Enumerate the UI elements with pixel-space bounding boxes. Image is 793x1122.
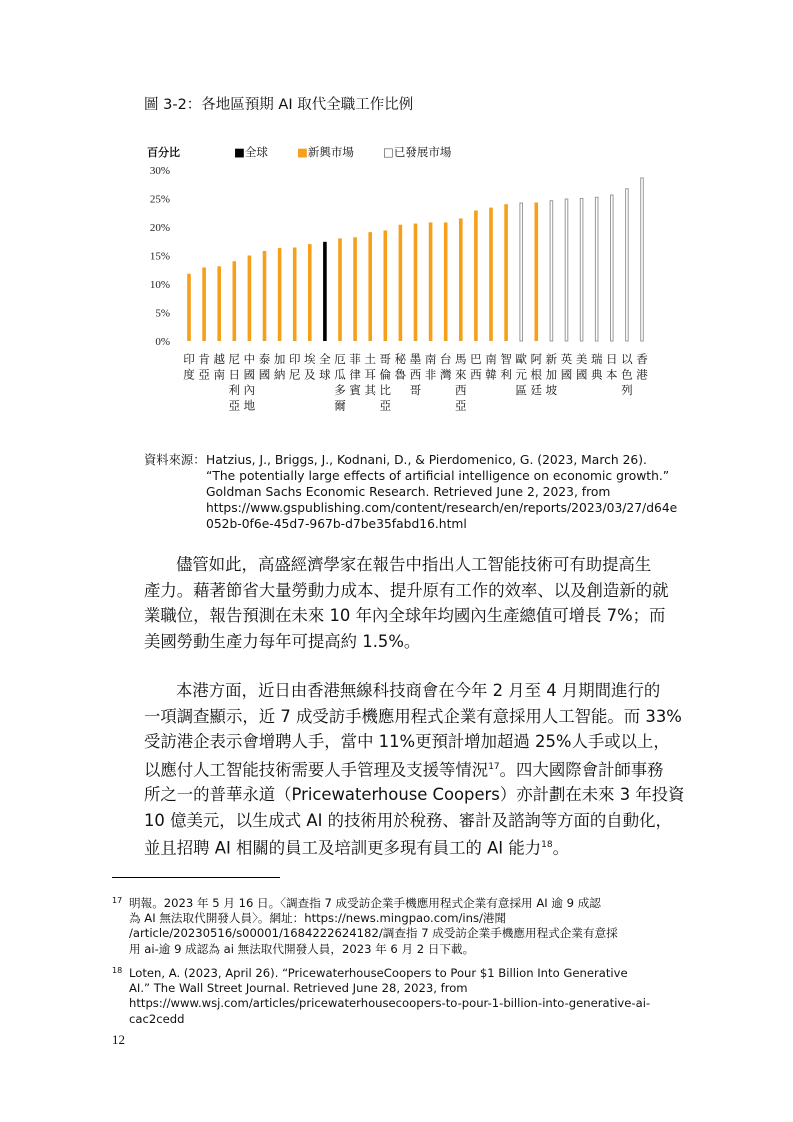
- paragraph-text: 以應付人工智能技術需要人手管理及支援等情況: [144, 759, 489, 779]
- y-tick-label: 0%: [155, 336, 170, 348]
- y-tick-label: 20%: [149, 222, 170, 234]
- bar: [580, 198, 583, 341]
- x-tick-label: 印: [288, 352, 301, 366]
- footnote-number: 17: [112, 896, 123, 905]
- x-tick-label: 肯: [198, 352, 210, 366]
- x-tick-label: 廷: [530, 383, 543, 397]
- bar: [399, 225, 403, 341]
- x-tick-label: 度: [183, 367, 195, 382]
- x-tick-label: 國: [258, 367, 271, 382]
- footnote-18: [112, 966, 672, 1027]
- bar: [429, 222, 433, 341]
- legend-entry: ■新興市場: [297, 145, 354, 159]
- bar: [474, 210, 478, 341]
- x-tick-label: 台: [439, 352, 452, 366]
- bar: [278, 248, 282, 341]
- footnote-number: 18: [112, 966, 123, 975]
- bar: [368, 232, 372, 341]
- footnote-divider: [112, 877, 280, 878]
- x-tick-label: 球: [319, 367, 331, 382]
- x-tick-label: 律: [349, 367, 361, 382]
- x-tick-label: 亞: [228, 398, 241, 413]
- x-tick-label: 馬: [455, 352, 467, 366]
- bar: [353, 237, 357, 341]
- bar: [263, 251, 267, 341]
- paragraph-line: 一項調查顯示，近 7 成受訪手機應用程式企業有意採用人工智能。而 33%: [144, 706, 682, 726]
- x-tick-label: 亞: [379, 398, 392, 413]
- x-tick-label: 倫: [379, 367, 392, 382]
- x-tick-label: 南: [424, 352, 437, 366]
- x-tick-label: 日: [606, 352, 618, 366]
- bar-chart: [0, 0, 793, 440]
- footnote-line: AI.” The Wall Street Journal. Retrieved June 28, 2023, from: [129, 981, 468, 996]
- x-tick-label: 比: [379, 383, 392, 397]
- x-tick-label: 哥: [409, 383, 422, 397]
- x-tick-label: 尼: [228, 352, 241, 366]
- y-tick-label: 15%: [149, 250, 170, 263]
- x-tick-label: 亞: [198, 367, 210, 382]
- x-tick-label: 日: [228, 367, 241, 382]
- paragraph-line: 本港方面，近日由香港無線科技商會在今年 2 月至 4 月期間進行的: [176, 681, 661, 700]
- x-tick-label: 秘: [394, 352, 407, 366]
- x-tick-label: 利: [500, 367, 512, 382]
- x-tick-label: 瑞: [590, 352, 603, 366]
- x-tick-label: 其: [364, 383, 376, 397]
- paragraph-line: 產力。藉著節省大量勞動力成本、提升原有工作的效率、以及創造新的就: [144, 580, 669, 600]
- bar: [489, 208, 493, 341]
- x-tick-label: 土: [364, 352, 376, 366]
- x-tick-label: 哥: [379, 352, 392, 366]
- bar: [611, 195, 614, 341]
- legend-entry: □已發展市場: [383, 145, 452, 159]
- x-tick-label: 新: [545, 352, 558, 366]
- x-tick-label: 厄: [334, 352, 346, 366]
- paragraph-line: 美國勞動生產力每年可提高約 1.5%。: [144, 631, 421, 651]
- x-tick-label: 菲: [349, 352, 361, 366]
- source-line: Goldman Sachs Economic Research. Retrieved June 2, 2023, from: [206, 485, 611, 499]
- y-tick-label: 10%: [149, 279, 170, 291]
- x-tick-label: 南: [213, 367, 225, 382]
- bar: [550, 201, 553, 341]
- bar: [308, 244, 312, 341]
- paragraph-text: 。四大國際會計師事務: [499, 759, 664, 779]
- paragraph-line: 受訪港企表示會增聘人手，當中 11%更預計增加超過 25%人手或以上，: [144, 732, 670, 751]
- bar: [641, 178, 644, 341]
- x-tick-label: 列: [621, 383, 633, 397]
- x-tick-label: 國: [243, 367, 256, 382]
- x-tick-label: 中: [243, 352, 256, 366]
- x-tick-label: 爾: [334, 398, 346, 413]
- x-tick-label: 賓: [349, 383, 361, 397]
- x-tick-label: 尼: [288, 367, 301, 382]
- x-tick-label: 根: [530, 367, 543, 382]
- x-tick-label: 阿: [530, 352, 543, 366]
- source-line: https://www.gspublishing.com/content/research/en/reports/2023/03/27/d64e: [206, 501, 678, 515]
- footnote-line: 明報。2023 年 5 月 16 日。〈調查指 7 成受訪企業手機應用程式企業有意採用 AI 逾 9 成認: [129, 896, 601, 910]
- x-tick-label: 及: [304, 367, 316, 382]
- x-tick-label: 國: [560, 367, 573, 382]
- x-tick-label: 歐: [515, 352, 527, 366]
- paragraph-text: 並且招聘 AI 相關的員工及培訓更多現有員工的 AI 能力: [144, 838, 542, 858]
- bar: [504, 204, 508, 341]
- bar: [233, 261, 237, 341]
- x-tick-label: 巴: [470, 352, 482, 366]
- x-tick-label: 來: [455, 367, 467, 382]
- y-tick-label: 30%: [149, 165, 170, 177]
- paragraph-line: 儘管如此，高盛經濟學家在報告中指出人工智能技術可有助提高生: [176, 555, 652, 574]
- x-tick-label: 瓜: [334, 367, 346, 382]
- source-line: “The potentially large effects of artificial intelligence on economic growth.”: [206, 469, 670, 483]
- x-tick-label: 元: [515, 367, 527, 382]
- bar: [520, 203, 523, 341]
- x-tick-label: 典: [590, 367, 603, 382]
- figure-title: 圖 3-2：各地區預期 AI 取代全職工作比例: [144, 97, 414, 113]
- x-tick-label: 色: [621, 367, 633, 382]
- x-tick-label: 韓: [485, 367, 497, 382]
- x-tick-label: 耳: [364, 367, 376, 382]
- bar: [459, 218, 463, 341]
- y-axis-label: 百分比: [147, 146, 180, 159]
- paragraph-hong-kong: [144, 678, 685, 861]
- x-tick-label: 加: [273, 352, 286, 366]
- bar: [595, 197, 598, 341]
- footnote-ref-17[interactable]: 17: [488, 761, 500, 772]
- paragraph-line: 10 億美元，以生成式 AI 的技術用於稅務、審計及諮詢等方面的自動化，: [144, 810, 672, 830]
- x-tick-label: 英: [560, 352, 573, 366]
- x-tick-label: 本: [606, 367, 618, 382]
- y-tick-label: 25%: [149, 193, 170, 206]
- x-tick-label: 越: [213, 352, 225, 366]
- bar: [444, 222, 448, 341]
- x-tick-label: 全: [319, 352, 331, 366]
- footnote-line: Loten, A. (2023, April 26). “PricewaterhouseCoopers to Pour $1 Billion Into Generative: [129, 966, 628, 980]
- x-tick-label: 國: [575, 367, 588, 382]
- x-tick-label: 美: [575, 352, 588, 366]
- bar: [565, 199, 568, 341]
- paragraph-line: [144, 755, 664, 783]
- bar: [535, 202, 539, 341]
- x-tick-label: 利: [228, 383, 241, 397]
- bar: [248, 256, 252, 342]
- footnote-line: https://www.wsj.com/articles/pricewaterhousecoopers-to-pour-1-billion-into-generative-ai-: [129, 996, 651, 1011]
- x-tick-label: 西: [455, 383, 467, 397]
- x-tick-label: 地: [243, 398, 256, 413]
- x-tick-label: 智: [500, 352, 512, 366]
- x-tick-label: 納: [273, 367, 286, 382]
- x-tick-label: 西: [409, 367, 422, 382]
- paragraph-line: 業職位，報告預測在未來 10 年內全球年均國內生產總值可增長 7%；而: [144, 606, 666, 625]
- bar: [323, 242, 327, 341]
- bar: [338, 238, 342, 341]
- source-line: Hatzius, J., Briggs, J., Kodnani, D., & Pierdomenico, G. (2023, March 26).: [206, 453, 647, 467]
- source-label: 資料來源：: [144, 453, 206, 467]
- x-tick-label: 非: [424, 367, 437, 382]
- footnote-line: /article/20230516/s00001/1684222624182/調查指 7 成受訪企業手機應用程式企業有意採: [129, 926, 618, 941]
- bar: [293, 248, 297, 341]
- x-tick-label: 香: [636, 352, 648, 366]
- bar: [626, 189, 629, 341]
- x-tick-label: 南: [485, 352, 497, 366]
- x-tick-label: 埃: [304, 352, 316, 366]
- paragraph-productivity: [144, 552, 669, 654]
- footnote-line: cac2cedd: [129, 1011, 185, 1026]
- x-tick-label: 魯: [394, 367, 407, 382]
- footnote-ref-18[interactable]: 18: [541, 840, 553, 851]
- x-tick-label: 區: [515, 383, 527, 397]
- footnote-line: 用 ai-逾 9 成認為 ai 無法取代開發人員，2023 年 6 月 2 日下載。: [129, 941, 475, 956]
- x-tick-label: 多: [334, 383, 346, 397]
- page-number: 12: [112, 1032, 125, 1047]
- x-tick-label: 泰: [258, 352, 271, 366]
- bar: [217, 266, 221, 341]
- x-tick-label: 灣: [439, 367, 452, 382]
- x-tick-label: 印: [183, 352, 195, 366]
- x-tick-label: 內: [243, 383, 256, 397]
- paragraph-line: 所之一的普華永道（Pricewaterhouse Coopers）亦計劃在未來 3 年投資: [144, 785, 685, 805]
- x-tick-label: 加: [545, 367, 558, 382]
- x-tick-label: 亞: [455, 398, 467, 413]
- bar: [187, 274, 191, 341]
- paragraph-line: [144, 833, 664, 861]
- source-line: 052b-0f6e-45d7-967b-d7be35fabd16.html: [206, 517, 467, 531]
- x-tick-label: 以: [621, 352, 633, 366]
- paragraph-text: 。: [552, 838, 569, 858]
- legend-entry: ■全球: [234, 145, 268, 159]
- x-tick-label: 港: [636, 367, 648, 382]
- y-tick-label: 5%: [155, 307, 170, 320]
- bar: [414, 224, 418, 341]
- footnote-line: 為 AI 無法取代開發人員〉。網址：https://news.mingpao.com/ins/港聞: [129, 911, 507, 926]
- footnote-17: [112, 896, 672, 957]
- bar: [384, 230, 388, 341]
- x-tick-label: 西: [470, 367, 482, 382]
- x-tick-label: 墨: [409, 352, 422, 366]
- bar: [202, 267, 206, 341]
- x-tick-label: 坡: [545, 383, 558, 397]
